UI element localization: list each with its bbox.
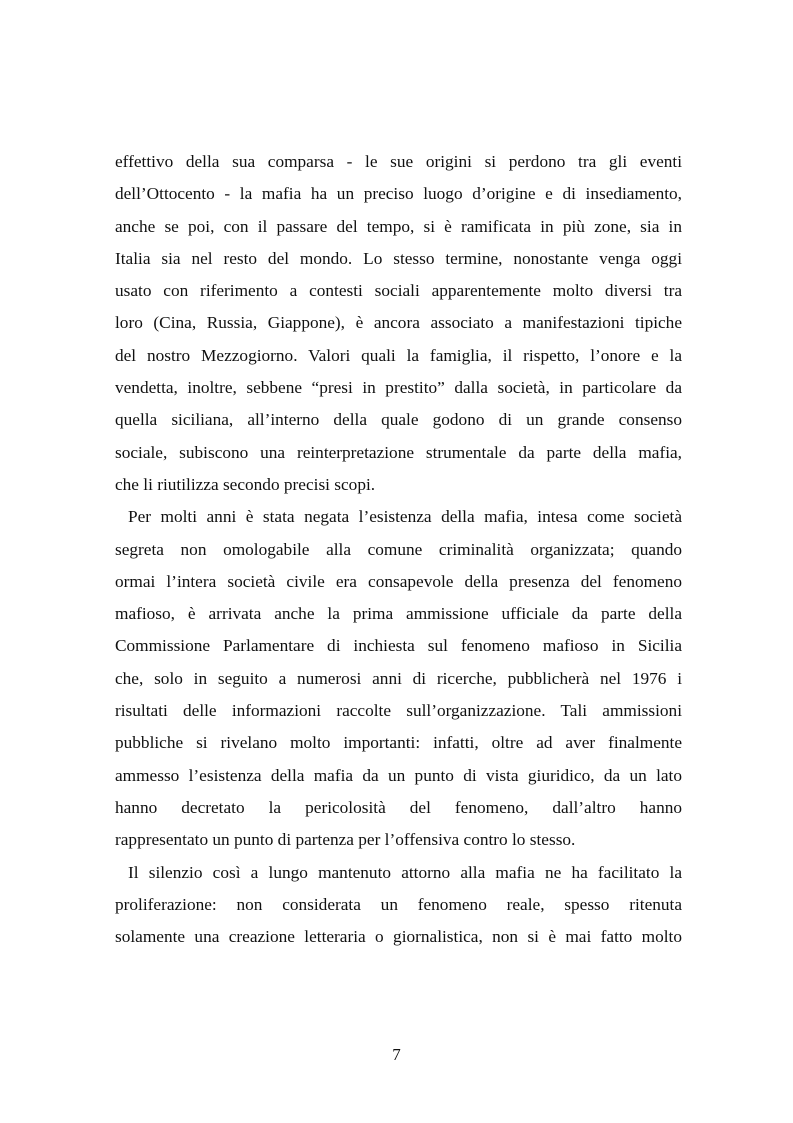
text-line: del nostro Mezzogiorno. Valori quali la famiglia, il rispetto, l’onore e la [115, 345, 682, 365]
paragraph-1 [115, 146, 682, 501]
text-line: usato con riferimento a contesti sociali apparentemente molto diversi tra [115, 281, 682, 301]
text-line: segreta non omologabile alla comune criminalità organizzata; quando [115, 539, 682, 559]
text-line: effettivo della sua comparsa - le sue origini si perdono tra gli eventi [115, 152, 682, 171]
text-line: anche se poi, con il passare del tempo, si è ramificata in più zone, sia in [115, 216, 682, 236]
paragraph-3 [115, 857, 682, 954]
text-line: rappresentato un punto di partenza per l’offensiva contro lo stesso. [115, 830, 576, 850]
text-line: risultati delle informazioni raccolte sull’organizzazione. Tali ammissioni [115, 701, 682, 721]
text-line: mafioso, è arrivata anche la prima ammissione ufficiale da parte della [115, 604, 682, 624]
text-line: hanno decretato la pericolosità del fenomeno, dall’altro hanno [115, 797, 682, 817]
text-line: sociale, subiscono una reinterpretazione strumentale da parte della mafia, [115, 442, 682, 462]
text-line: dell’Ottocento - la mafia ha un preciso luogo d’origine e di insediamento, [115, 184, 682, 204]
text-line: ammesso l’esistenza della mafia da un punto di vista giuridico, da un lato [115, 765, 682, 785]
text-line: loro (Cina, Russia, Giappone), è ancora associato a manifestazioni tipiche [115, 313, 682, 333]
text-line: vendetta, inoltre, sebbene “presi in prestito” dalla società, in particolare da [115, 378, 682, 398]
text-line: Commissione Parlamentare di inchiesta sul fenomeno mafioso in Sicilia [115, 636, 682, 656]
text-line: solamente una creazione letteraria o giornalistica, non si è mai fatto molto [115, 927, 682, 947]
text-line: Per molti anni è stata negata l’esistenza della mafia, intesa come società [128, 507, 682, 527]
text-line: pubbliche si rivelano molto importanti: infatti, oltre ad aver finalmente [115, 733, 682, 753]
text-line: Il silenzio così a lungo mantenuto attorno alla mafia ne ha facilitato la [128, 862, 682, 882]
text-line: che, solo in seguito a numerosi anni di ricerche, pubblicherà nel 1976 i [115, 668, 682, 688]
text-line: proliferazione: non considerata un fenomeno reale, spesso ritenuta [115, 894, 682, 914]
page-number: 7 [392, 1045, 401, 1064]
text-line: Italia sia nel resto del mondo. Lo stesso termine, nonostante venga oggi [115, 248, 682, 268]
text-line: ormai l’intera società civile era consapevole della presenza del fenomeno [115, 571, 682, 591]
text-line: che li riutilizza secondo precisi scopi. [115, 474, 376, 494]
paragraph-2 [115, 501, 682, 856]
body-text [115, 146, 682, 953]
text-line: quella siciliana, all’interno della quale godono di un grande consenso [115, 410, 682, 430]
